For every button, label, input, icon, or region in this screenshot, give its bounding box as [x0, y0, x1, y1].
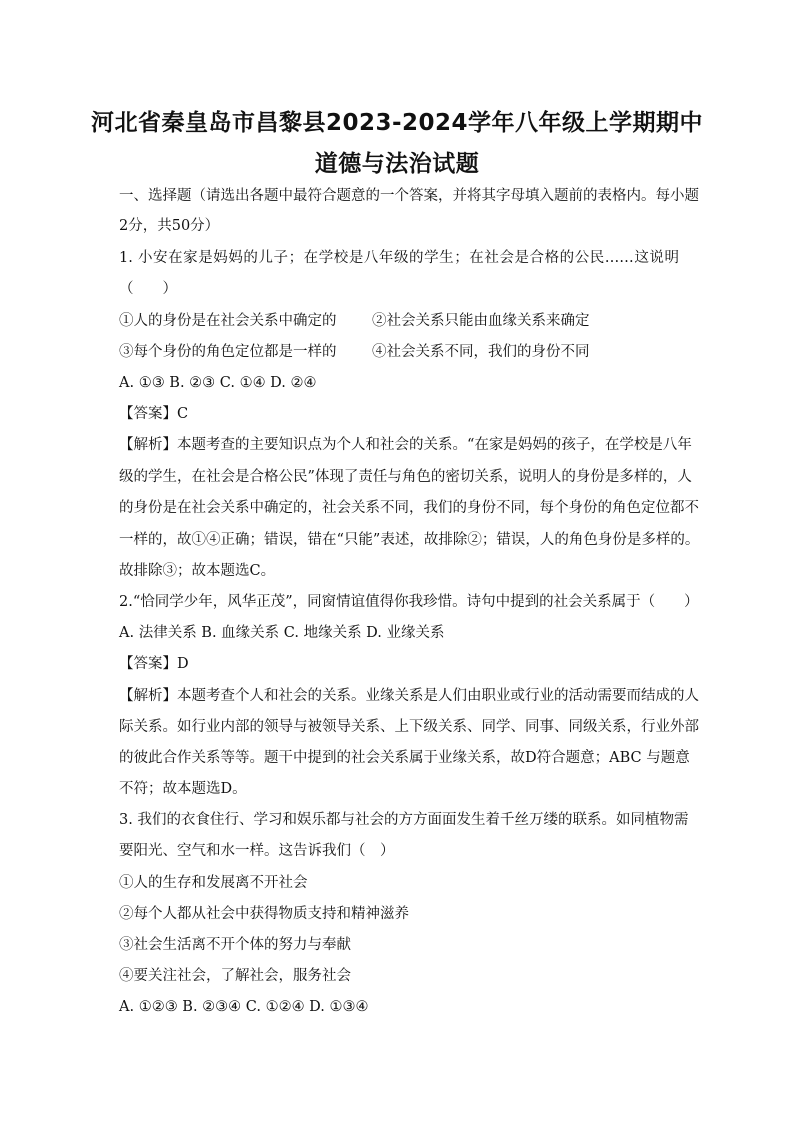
- question-2-answer: 【答案】D: [119, 656, 189, 672]
- question-2-analysis-4: 不符；故本题选D。: [119, 781, 247, 797]
- document-title: 河北省秦皇岛市昌黎县2023-2024学年八年级上学期期中: [90, 110, 704, 136]
- question-3-stem: 3. 我们的衣食住行、学习和娱乐都与社会的方方面面发生着千丝万缕的联系。如同植物需: [119, 812, 689, 828]
- question-1-analysis-4: 一样的，故①④正确；错误，错在“只能”表述，故排除②；错误，人的角色身份是多样的。: [119, 532, 700, 548]
- question-1-option-3: ③每个身份的角色定位都是一样的: [119, 344, 337, 360]
- question-1-stem: 1. 小安在家是妈妈的儿子；在学校是八年级的学生；在社会是合格的公民……这说明: [119, 250, 679, 266]
- question-1-analysis-1: 【解析】本题考查的主要知识点为个人和社会的关系。“在家是妈妈的孩子，在学校是八年: [119, 437, 692, 453]
- question-1-analysis-5: 故排除③；故本题选C。: [119, 563, 276, 579]
- question-1-option-2: ②社会关系只能由血缘关系来确定: [372, 313, 590, 329]
- question-2-choices: A. 法律关系 B. 血缘关系 C. 地缘关系 D. 业缘关系: [119, 625, 445, 641]
- question-2-analysis-1: 【解析】本题考查个人和社会的关系。业缘关系是人们由职业或行业的活动需要而结成的人: [119, 688, 699, 704]
- question-2-analysis-3: 的彼此合作关系等等。题干中提到的社会关系属于业缘关系，故D符合题意；ABC 与题意: [119, 750, 690, 766]
- question-3-option-3: ③社会生活离不开个体的努力与奉献: [119, 937, 351, 953]
- question-3-option-4: ④要关注社会，了解社会，服务社会: [119, 968, 351, 984]
- question-1-bracket: （ ）: [119, 281, 177, 297]
- question-3-option-1: ①人的生存和发展离不开社会: [119, 875, 308, 891]
- question-3-choices: A. ①②③ B. ②③④ C. ①②④ D. ①③④: [119, 999, 369, 1015]
- question-1-choices: A. ①③ B. ②③ C. ①④ D. ②④: [119, 375, 317, 391]
- question-1-answer: 【答案】C: [119, 406, 189, 422]
- document-subtitle: 道德与法治试题: [314, 151, 480, 177]
- question-2-analysis-2: 际关系。如行业内部的领导与被领导关系、上下级关系、同学、同事、同级关系，行业外部: [119, 719, 699, 735]
- question-3-option-2: ②每个人都从社会中获得物质支持和精神滋养: [119, 906, 409, 922]
- question-1-analysis-3: 的身份是在社会关系中确定的，社会关系不同，我们的身份不同，每个身份的角色定位都不: [119, 500, 699, 516]
- question-2-stem: 2.“恰同学少年，风华正茂”，同窗情谊值得你我珍惜。诗句中提到的社会关系属于（ ）: [119, 594, 699, 610]
- question-1-analysis-2: 级的学生，在社会是合格公民”体现了责任与角色的密切关系，说明人的身份是多样的，人: [119, 469, 692, 485]
- section-instructions: 一、选择题（请选出各题中最符合题意的一个答案，并将其字母填入题前的表格内。每小题: [119, 188, 699, 204]
- question-1-option-1: ①人的身份是在社会关系中确定的: [119, 313, 337, 329]
- question-3-stem-cont: 要阳光、空气和水一样。这告诉我们（ ）: [119, 843, 395, 859]
- question-1-option-4: ④社会关系不同，我们的身份不同: [372, 344, 590, 360]
- section-instructions-cont: 2分，共50分）: [119, 218, 220, 234]
